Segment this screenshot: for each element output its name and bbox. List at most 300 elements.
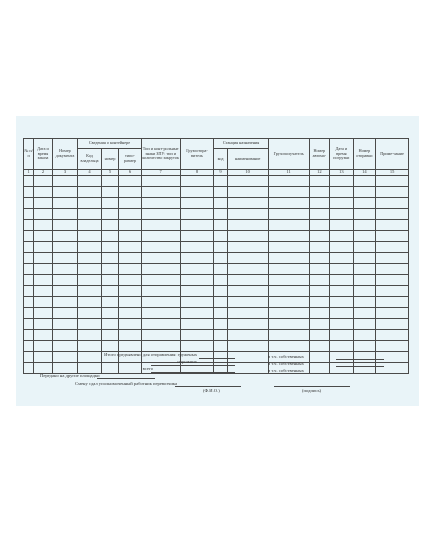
table-cell[interactable] xyxy=(34,231,52,242)
table-cell[interactable] xyxy=(330,275,354,286)
table-cell[interactable] xyxy=(180,330,214,341)
table-cell[interactable] xyxy=(353,220,376,231)
table-cell[interactable] xyxy=(119,308,142,319)
table-cell[interactable] xyxy=(180,187,214,198)
table-cell[interactable] xyxy=(34,286,52,297)
table-cell[interactable] xyxy=(227,176,268,187)
table-cell[interactable] xyxy=(376,220,409,231)
table-cell[interactable] xyxy=(376,198,409,209)
total-loaded-field[interactable] xyxy=(199,358,235,359)
table-cell[interactable] xyxy=(52,297,78,308)
column-number-cell: 5 xyxy=(101,170,118,176)
table-cell[interactable] xyxy=(119,275,142,286)
table-cell[interactable] xyxy=(34,187,52,198)
table-cell[interactable] xyxy=(214,275,227,286)
table-cell[interactable] xyxy=(24,275,34,286)
table-cell[interactable] xyxy=(52,286,78,297)
table-cell[interactable] xyxy=(330,319,354,330)
table-cell[interactable] xyxy=(309,308,329,319)
table-cell[interactable] xyxy=(141,231,180,242)
table-cell[interactable] xyxy=(353,286,376,297)
column-number-cell: 7 xyxy=(141,170,180,176)
table-cell[interactable] xyxy=(330,209,354,220)
table-cell[interactable] xyxy=(353,253,376,264)
header-dest-station: Станция назначения xyxy=(214,139,268,149)
table-cell[interactable] xyxy=(353,231,376,242)
header-station-name: наименование xyxy=(227,149,268,170)
table-cell[interactable] xyxy=(119,286,142,297)
table-cell[interactable] xyxy=(78,297,102,308)
table-cell[interactable] xyxy=(268,198,309,209)
transferred-field[interactable] xyxy=(97,378,155,379)
table-cell[interactable] xyxy=(141,319,180,330)
table-row xyxy=(24,253,409,264)
table-cell[interactable] xyxy=(52,264,78,275)
header-owner-code: Код владельца xyxy=(78,149,102,170)
table-cell[interactable] xyxy=(353,198,376,209)
table-cell[interactable] xyxy=(34,319,52,330)
table-cell[interactable] xyxy=(227,198,268,209)
table-cell[interactable] xyxy=(227,275,268,286)
table-cell[interactable] xyxy=(330,198,354,209)
table-cell[interactable] xyxy=(24,264,34,275)
table-cell[interactable] xyxy=(330,231,354,242)
table-cell[interactable] xyxy=(34,220,52,231)
table-cell[interactable] xyxy=(330,253,354,264)
table-cell[interactable] xyxy=(78,308,102,319)
table-cell[interactable] xyxy=(353,341,376,352)
table-cell[interactable] xyxy=(309,264,329,275)
table-cell[interactable] xyxy=(24,176,34,187)
incl-own-label-1: в т.ч. собственных xyxy=(268,354,304,359)
table-cell[interactable] xyxy=(52,231,78,242)
table-cell[interactable] xyxy=(180,286,214,297)
table-cell[interactable] xyxy=(268,330,309,341)
table-cell[interactable] xyxy=(227,297,268,308)
table-cell[interactable] xyxy=(353,275,376,286)
table-cell[interactable] xyxy=(52,198,78,209)
header-remarks: Приме-чание xyxy=(376,139,409,170)
incl-own-field-2[interactable] xyxy=(336,366,384,367)
table-cell[interactable] xyxy=(227,187,268,198)
table-cell[interactable] xyxy=(268,308,309,319)
table-cell[interactable] xyxy=(376,253,409,264)
table-cell[interactable] xyxy=(78,330,102,341)
table-row xyxy=(24,264,409,275)
table-cell[interactable] xyxy=(141,198,180,209)
table-cell[interactable] xyxy=(34,308,52,319)
table-cell[interactable] xyxy=(119,231,142,242)
total-presented-label: Итого предъявлено для отправления: груженых xyxy=(104,352,197,357)
table-cell[interactable] xyxy=(34,330,52,341)
table-cell[interactable] xyxy=(141,341,180,352)
incl-own-label-3: в т.ч. собственных xyxy=(268,368,304,373)
table-cell[interactable] xyxy=(330,176,354,187)
form-footer xyxy=(16,352,419,402)
header-consignee: Грузополучатель xyxy=(268,139,309,170)
table-cell[interactable] xyxy=(214,176,227,187)
table-cell[interactable] xyxy=(34,264,52,275)
table-cell[interactable] xyxy=(52,220,78,231)
table-cell[interactable] xyxy=(24,231,34,242)
table-cell[interactable] xyxy=(268,220,309,231)
table-cell[interactable] xyxy=(24,297,34,308)
table-cell[interactable] xyxy=(268,297,309,308)
table-cell[interactable] xyxy=(330,308,354,319)
table-cell[interactable] xyxy=(34,198,52,209)
table-cell[interactable] xyxy=(101,330,118,341)
header-doc-number: Номер документа xyxy=(52,139,78,170)
table-cell[interactable] xyxy=(268,341,309,352)
table-cell[interactable] xyxy=(119,209,142,220)
table-cell[interactable] xyxy=(268,209,309,220)
table-cell[interactable] xyxy=(353,297,376,308)
table-cell[interactable] xyxy=(353,187,376,198)
table-cell[interactable] xyxy=(180,275,214,286)
table-cell[interactable] xyxy=(353,176,376,187)
table-cell[interactable] xyxy=(119,176,142,187)
table-row xyxy=(24,176,409,187)
table-cell[interactable] xyxy=(24,198,34,209)
table-cell[interactable] xyxy=(52,319,78,330)
table-cell[interactable] xyxy=(309,187,329,198)
table-cell[interactable] xyxy=(119,297,142,308)
table-cell[interactable] xyxy=(52,187,78,198)
table-body xyxy=(24,170,409,374)
table-cell[interactable] xyxy=(119,242,142,253)
table-cell[interactable] xyxy=(214,231,227,242)
table-cell[interactable] xyxy=(227,286,268,297)
table-cell[interactable] xyxy=(330,187,354,198)
table-row xyxy=(24,330,409,341)
table-cell[interactable] xyxy=(101,297,118,308)
table-row xyxy=(24,242,409,253)
table-cell[interactable] xyxy=(119,264,142,275)
table-cell[interactable] xyxy=(119,319,142,330)
column-number-cell: 10 xyxy=(227,170,268,176)
table-cell[interactable] xyxy=(119,253,142,264)
table-cell[interactable] xyxy=(78,264,102,275)
table-cell[interactable] xyxy=(34,275,52,286)
table-cell[interactable] xyxy=(78,253,102,264)
column-number-cell: 1 xyxy=(24,170,34,176)
table-cell[interactable] xyxy=(376,176,409,187)
table-cell[interactable] xyxy=(227,220,268,231)
table-cell[interactable] xyxy=(214,308,227,319)
table-cell[interactable] xyxy=(52,275,78,286)
table-cell[interactable] xyxy=(309,209,329,220)
table-cell[interactable] xyxy=(376,297,409,308)
table-cell[interactable] xyxy=(101,198,118,209)
table-cell[interactable] xyxy=(34,242,52,253)
table-cell[interactable] xyxy=(119,220,142,231)
table-cell[interactable] xyxy=(141,187,180,198)
table-cell[interactable] xyxy=(24,242,34,253)
table-cell[interactable] xyxy=(24,187,34,198)
column-number-cell: 2 xyxy=(34,170,52,176)
table-cell[interactable] xyxy=(376,275,409,286)
table-cell[interactable] xyxy=(101,275,118,286)
table-cell[interactable] xyxy=(180,176,214,187)
table-cell[interactable] xyxy=(24,209,34,220)
header-station-code: код xyxy=(214,149,227,170)
form-sheet xyxy=(16,116,419,406)
table-cell[interactable] xyxy=(78,187,102,198)
table-cell[interactable] xyxy=(119,341,142,352)
column-number-cell: 15 xyxy=(376,170,409,176)
column-number-cell: 14 xyxy=(353,170,376,176)
header-vehicle-number: Номер автома- xyxy=(309,139,329,170)
table-cell[interactable] xyxy=(141,264,180,275)
table-cell[interactable] xyxy=(101,242,118,253)
table-cell[interactable] xyxy=(376,341,409,352)
table-cell[interactable] xyxy=(214,209,227,220)
table-cell[interactable] xyxy=(52,253,78,264)
table-cell[interactable] xyxy=(180,242,214,253)
incl-own-field-3[interactable] xyxy=(336,373,384,374)
table-cell[interactable] xyxy=(141,253,180,264)
table-cell[interactable] xyxy=(268,242,309,253)
table-cell[interactable] xyxy=(141,275,180,286)
table-cell[interactable] xyxy=(268,319,309,330)
table-cell[interactable] xyxy=(78,341,102,352)
table-cell[interactable] xyxy=(330,220,354,231)
table-cell[interactable] xyxy=(141,176,180,187)
table-cell[interactable] xyxy=(101,231,118,242)
table-row xyxy=(24,286,409,297)
table-cell[interactable] xyxy=(227,231,268,242)
table-cell[interactable] xyxy=(101,341,118,352)
table-cell[interactable] xyxy=(268,187,309,198)
table-cell[interactable] xyxy=(24,341,34,352)
table-cell[interactable] xyxy=(34,341,52,352)
table-row xyxy=(24,231,409,242)
table-cell[interactable] xyxy=(309,286,329,297)
column-number-cell: 12 xyxy=(309,170,329,176)
table-cell[interactable] xyxy=(309,198,329,209)
column-number-cell: 4 xyxy=(78,170,102,176)
table-cell[interactable] xyxy=(376,242,409,253)
table-cell[interactable] xyxy=(141,297,180,308)
table-cell[interactable] xyxy=(78,176,102,187)
column-number-cell: 9 xyxy=(214,170,227,176)
table-row xyxy=(24,209,409,220)
table-cell[interactable] xyxy=(52,176,78,187)
table-cell[interactable] xyxy=(214,187,227,198)
header-number: номер xyxy=(101,149,118,170)
table-cell[interactable] xyxy=(214,286,227,297)
header-container-info: Сведения о контейнере xyxy=(78,139,141,149)
header-dispatch-number: Номер отправки xyxy=(353,139,376,170)
table-cell[interactable] xyxy=(227,330,268,341)
table-cell[interactable] xyxy=(268,176,309,187)
table-cell[interactable] xyxy=(353,319,376,330)
table-cell[interactable] xyxy=(268,286,309,297)
table-cell[interactable] xyxy=(180,209,214,220)
table-cell[interactable] xyxy=(227,209,268,220)
table-cell[interactable] xyxy=(268,264,309,275)
table-cell[interactable] xyxy=(52,308,78,319)
table-cell[interactable] xyxy=(227,253,268,264)
table-cell[interactable] xyxy=(101,264,118,275)
table-cell[interactable] xyxy=(141,330,180,341)
table-cell[interactable] xyxy=(330,242,354,253)
table-cell[interactable] xyxy=(376,319,409,330)
table-cell[interactable] xyxy=(101,319,118,330)
table-cell[interactable] xyxy=(24,253,34,264)
table-cell[interactable] xyxy=(78,319,102,330)
table-cell[interactable] xyxy=(101,220,118,231)
table-cell[interactable] xyxy=(309,242,329,253)
table-cell[interactable] xyxy=(214,253,227,264)
table-cell[interactable] xyxy=(52,330,78,341)
table-cell[interactable] xyxy=(101,253,118,264)
table-cell[interactable] xyxy=(24,286,34,297)
table-cell[interactable] xyxy=(24,330,34,341)
table-cell[interactable] xyxy=(180,231,214,242)
table-cell[interactable] xyxy=(376,231,409,242)
all-field[interactable] xyxy=(151,372,235,373)
table-cell[interactable] xyxy=(214,297,227,308)
table-cell[interactable] xyxy=(141,242,180,253)
table-cell[interactable] xyxy=(268,253,309,264)
empty-field[interactable] xyxy=(151,365,235,366)
table-cell[interactable] xyxy=(214,330,227,341)
table-cell[interactable] xyxy=(330,264,354,275)
table-cell[interactable] xyxy=(227,341,268,352)
transferred-label: Передано на другие площадки xyxy=(40,373,100,378)
table-cell[interactable] xyxy=(309,176,329,187)
table-cell[interactable] xyxy=(376,330,409,341)
table-cell[interactable] xyxy=(227,264,268,275)
table-cell[interactable] xyxy=(330,297,354,308)
table-cell[interactable] xyxy=(78,231,102,242)
table-cell[interactable] xyxy=(353,242,376,253)
table-cell[interactable] xyxy=(214,220,227,231)
table-cell[interactable] xyxy=(52,209,78,220)
table-row xyxy=(24,198,409,209)
table-cell[interactable] xyxy=(180,220,214,231)
table-cell[interactable] xyxy=(78,286,102,297)
table-cell[interactable] xyxy=(180,198,214,209)
table-cell[interactable] xyxy=(309,275,329,286)
table-cell[interactable] xyxy=(52,341,78,352)
table-cell[interactable] xyxy=(141,220,180,231)
table-cell[interactable] xyxy=(214,242,227,253)
table-cell[interactable] xyxy=(376,264,409,275)
table-cell[interactable] xyxy=(309,220,329,231)
table-cell[interactable] xyxy=(309,341,329,352)
table-cell[interactable] xyxy=(78,275,102,286)
table-cell[interactable] xyxy=(376,187,409,198)
column-number-cell: 11 xyxy=(268,170,309,176)
table-row xyxy=(24,341,409,352)
table-cell[interactable] xyxy=(101,176,118,187)
table-cell[interactable] xyxy=(24,319,34,330)
header-type-size: типо-размер xyxy=(119,149,142,170)
table-cell[interactable] xyxy=(353,209,376,220)
table-cell[interactable] xyxy=(141,308,180,319)
table-cell[interactable] xyxy=(34,209,52,220)
incl-own-field-1[interactable] xyxy=(336,359,384,360)
column-number-cell: 8 xyxy=(180,170,214,176)
container-register-table xyxy=(23,138,409,374)
header-date-time-order: Дата и время заказа xyxy=(34,139,52,170)
table-cell[interactable] xyxy=(353,308,376,319)
table-cell[interactable] xyxy=(180,253,214,264)
table-cell[interactable] xyxy=(309,231,329,242)
table-cell[interactable] xyxy=(119,198,142,209)
table-cell[interactable] xyxy=(214,341,227,352)
fio-caption: (Ф.И.О.) xyxy=(203,388,220,393)
table-row xyxy=(24,187,409,198)
column-number-cell: 3 xyxy=(52,170,78,176)
table-cell[interactable] xyxy=(101,209,118,220)
table-cell[interactable] xyxy=(227,242,268,253)
fio-field[interactable] xyxy=(175,386,241,387)
table-cell[interactable] xyxy=(24,220,34,231)
table-cell[interactable] xyxy=(214,198,227,209)
table-cell[interactable] xyxy=(34,176,52,187)
table-cell[interactable] xyxy=(52,242,78,253)
table-cell[interactable] xyxy=(141,286,180,297)
table-cell[interactable] xyxy=(353,264,376,275)
table-cell[interactable] xyxy=(101,187,118,198)
table-cell[interactable] xyxy=(309,319,329,330)
table-cell[interactable] xyxy=(227,308,268,319)
table-cell[interactable] xyxy=(180,264,214,275)
table-cell[interactable] xyxy=(180,297,214,308)
table-cell[interactable] xyxy=(214,264,227,275)
table-cell[interactable] xyxy=(330,330,354,341)
table-cell[interactable] xyxy=(34,297,52,308)
table-cell[interactable] xyxy=(353,330,376,341)
table-row xyxy=(24,319,409,330)
table-cell[interactable] xyxy=(141,209,180,220)
table-cell[interactable] xyxy=(180,308,214,319)
table-cell[interactable] xyxy=(376,209,409,220)
column-number-cell: 13 xyxy=(330,170,354,176)
table-cell[interactable] xyxy=(180,319,214,330)
table-cell[interactable] xyxy=(309,297,329,308)
table-cell[interactable] xyxy=(78,242,102,253)
table-cell[interactable] xyxy=(330,341,354,352)
header-no: № п/п xyxy=(24,139,34,170)
table-cell[interactable] xyxy=(78,220,102,231)
table-cell[interactable] xyxy=(330,286,354,297)
table-cell[interactable] xyxy=(78,209,102,220)
table-cell[interactable] xyxy=(376,308,409,319)
table-cell[interactable] xyxy=(376,286,409,297)
table-cell[interactable] xyxy=(119,330,142,341)
table-cell[interactable] xyxy=(227,319,268,330)
table-cell[interactable] xyxy=(24,308,34,319)
table-cell[interactable] xyxy=(34,253,52,264)
table-cell[interactable] xyxy=(119,187,142,198)
signature-field[interactable] xyxy=(274,386,350,387)
table-cell[interactable] xyxy=(214,319,227,330)
table-cell[interactable] xyxy=(180,341,214,352)
table-cell[interactable] xyxy=(78,198,102,209)
signature-caption: (подпись) xyxy=(302,388,322,393)
table-cell[interactable] xyxy=(268,231,309,242)
table-cell[interactable] xyxy=(268,275,309,286)
table-cell[interactable] xyxy=(309,330,329,341)
table-cell[interactable] xyxy=(309,253,329,264)
column-number-cell: 6 xyxy=(119,170,142,176)
table-cell[interactable] xyxy=(101,286,118,297)
table-cell[interactable] xyxy=(101,308,118,319)
